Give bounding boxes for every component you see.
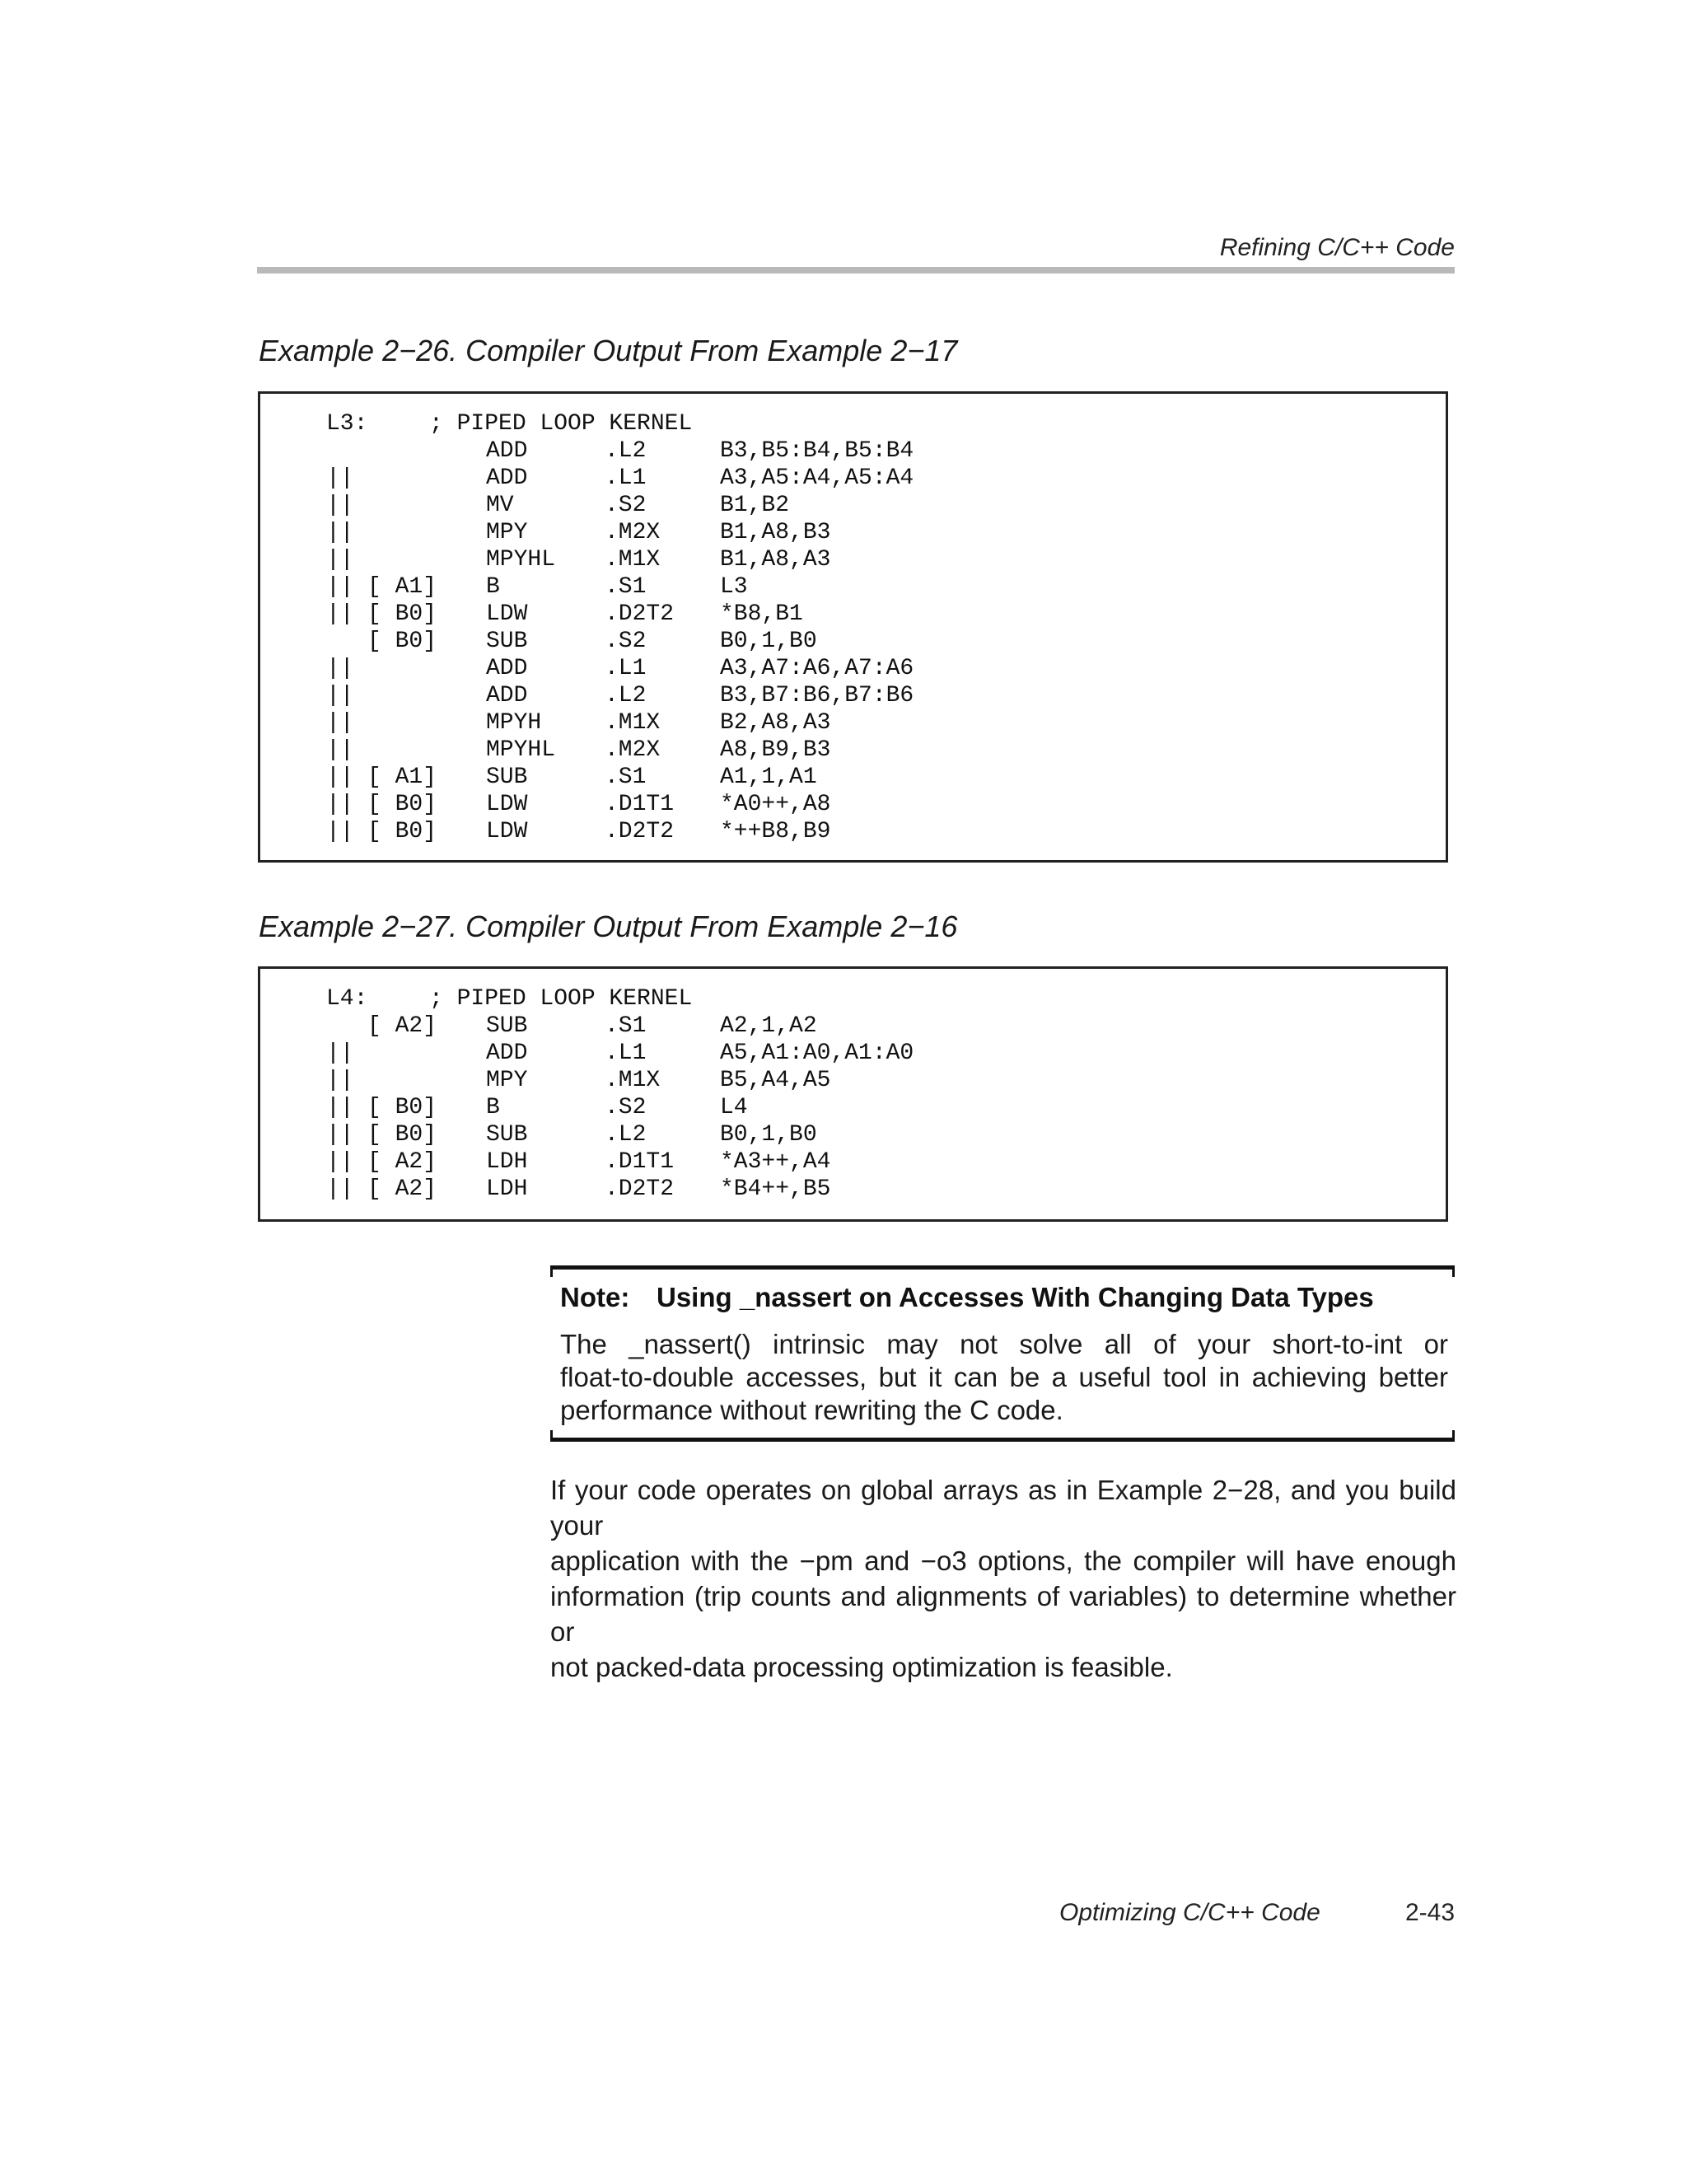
code-line (260, 546, 1414, 573)
functional-unit: .S2 (605, 629, 647, 654)
operands: A5,A1:A0,A1:A0 (720, 1041, 914, 1066)
functional-unit: .D2T2 (605, 819, 675, 844)
note-title (560, 1282, 1374, 1313)
code-line (260, 437, 1414, 465)
operands: A8,B9,B3 (720, 737, 831, 763)
code-line (260, 601, 1414, 628)
note-label: Note: (560, 1282, 630, 1312)
paragraph-line: If your code operates on global arrays as in Example 2−28, and you build your (550, 1475, 1456, 1541)
parallel-bars: || (326, 710, 354, 736)
functional-unit: .D2T2 (605, 601, 675, 627)
code-lines (260, 985, 1414, 1203)
note-corner (550, 1430, 553, 1442)
paragraph-line: application with the −pm and −o3 options, the compiler will have enough (550, 1546, 1456, 1576)
functional-unit: .D1T1 (605, 792, 675, 817)
opcode: ADD (486, 438, 528, 464)
operands: *A0++,A8 (720, 792, 831, 817)
opcode: MPY (486, 520, 528, 545)
running-header: Refining C/C++ Code (1219, 234, 1455, 261)
operands: *++B8,B9 (720, 819, 831, 844)
code-line (260, 1012, 1414, 1040)
opcode: MV (486, 493, 514, 518)
opcode: SUB (486, 765, 528, 790)
functional-unit: .L2 (605, 683, 647, 709)
footer-title: Optimizing C/C++ Code (1059, 1899, 1320, 1926)
operands: *A3++,A4 (720, 1149, 831, 1175)
parallel-bars: || (326, 737, 354, 763)
operands: B3,B5:B4,B5:B4 (720, 438, 914, 464)
opcode: MPYHL (486, 547, 556, 573)
predicate: [ B0] (367, 819, 437, 844)
parallel-bars: || (326, 574, 354, 600)
operands: B1,A8,A3 (720, 547, 831, 573)
operands: B2,A8,A3 (720, 710, 831, 736)
functional-unit: .S1 (605, 574, 647, 600)
operands: *B4++,B5 (720, 1176, 831, 1202)
code-label: L4: (326, 986, 368, 1012)
operands: A2,1,A2 (720, 1013, 817, 1039)
functional-unit: .L1 (605, 1041, 647, 1066)
parallel-bars: || (326, 601, 354, 627)
note-line: The _nassert() intrinsic may not solve all of your short-to-int or (560, 1329, 1448, 1359)
operands: L3 (720, 574, 748, 600)
predicate: [ B0] (367, 1122, 437, 1148)
parallel-bars: || (326, 765, 354, 790)
opcode: MPY (486, 1068, 528, 1093)
functional-unit: .S2 (605, 493, 647, 518)
note-corner (1452, 1430, 1455, 1442)
parallel-bars: || (326, 1176, 354, 1202)
opcode: MPYH (486, 710, 542, 736)
parallel-bars: || (326, 1095, 354, 1120)
predicate: [ A2] (367, 1149, 437, 1175)
code-line (260, 682, 1414, 709)
code-line (260, 985, 1414, 1012)
example-caption: Example 2−27. Compiler Output From Example 2−16 (259, 910, 958, 943)
functional-unit: .L2 (605, 438, 647, 464)
predicate: [ A1] (367, 574, 437, 600)
predicate: [ B0] (367, 792, 437, 817)
parallel-bars: || (326, 520, 354, 545)
code-line (260, 737, 1414, 764)
operands: A3,A7:A6,A7:A6 (720, 656, 914, 681)
functional-unit: .D2T2 (605, 1176, 675, 1202)
predicate: [ B0] (367, 1095, 437, 1120)
code-line (260, 410, 1414, 437)
code-line (260, 655, 1414, 682)
code-label: L3: (326, 411, 368, 437)
opcode: ADD (486, 1041, 528, 1066)
parallel-bars: || (326, 465, 354, 491)
functional-unit: .M1X (605, 1068, 661, 1093)
note-body (560, 1328, 1448, 1427)
parallel-bars: || (326, 683, 354, 709)
note-corner (550, 1265, 553, 1277)
note-bottom-rule (550, 1438, 1455, 1442)
opcode: ADD (486, 683, 528, 709)
opcode: B (486, 574, 500, 600)
code-line (260, 1148, 1414, 1176)
code-line (260, 1121, 1414, 1148)
example-caption: Example 2−26. Compiler Output From Example 2−17 (259, 334, 958, 367)
opcode: SUB (486, 629, 528, 654)
operands: B3,B7:B6,B7:B6 (720, 683, 914, 709)
functional-unit: .L2 (605, 1122, 647, 1148)
parallel-bars: || (326, 1122, 354, 1148)
opcode: MPYHL (486, 737, 556, 763)
predicate: [ B0] (367, 629, 437, 654)
operands: *B8,B1 (720, 601, 803, 627)
parallel-bars: || (326, 792, 354, 817)
parallel-bars: || (326, 1068, 354, 1093)
predicate: [ B0] (367, 601, 437, 627)
paragraph-line: not packed-data processing optimization is feasible. (550, 1652, 1173, 1682)
parallel-bars: || (326, 493, 354, 518)
operands: B0,1,B0 (720, 629, 817, 654)
operands: L4 (720, 1095, 748, 1120)
code-listing (258, 966, 1448, 1222)
opcode: LDW (486, 601, 528, 627)
functional-unit: .M1X (605, 710, 661, 736)
functional-unit: .M2X (605, 520, 661, 545)
note-box (550, 1265, 1455, 1442)
code-line (260, 628, 1414, 655)
opcode: ADD (486, 656, 528, 681)
code-line (260, 519, 1414, 546)
body-paragraph (550, 1472, 1456, 1685)
code-line (260, 573, 1414, 601)
parallel-bars: || (326, 656, 354, 681)
code-lines (260, 410, 1414, 845)
opcode: SUB (486, 1013, 528, 1039)
operands: A3,A5:A4,A5:A4 (720, 465, 914, 491)
code-line (260, 764, 1414, 791)
predicate: [ A2] (367, 1013, 437, 1039)
predicate: [ A2] (367, 1176, 437, 1202)
opcode: LDW (486, 819, 528, 844)
functional-unit: .M1X (605, 547, 661, 573)
code-line (260, 465, 1414, 492)
opcode: SUB (486, 1122, 528, 1148)
code-line (260, 791, 1414, 818)
functional-unit: .D1T1 (605, 1149, 675, 1175)
header-rule (257, 267, 1455, 274)
opcode: LDW (486, 792, 528, 817)
code-comment: ; PIPED LOOP KERNEL (429, 411, 693, 437)
code-line (260, 1176, 1414, 1203)
paragraph-line: information (trip counts and alignments of variables) to determine whether or (550, 1581, 1456, 1647)
code-line (260, 818, 1414, 845)
note-line: performance without rewriting the C code. (560, 1395, 1063, 1425)
functional-unit: .S2 (605, 1095, 647, 1120)
code-comment: ; PIPED LOOP KERNEL (429, 986, 693, 1012)
code-line (260, 1040, 1414, 1067)
note-line: float-to-double accesses, but it can be a useful tool in achieving better (560, 1362, 1448, 1392)
note-corner (1452, 1265, 1455, 1277)
opcode: B (486, 1095, 500, 1120)
code-line (260, 709, 1414, 737)
code-line (260, 492, 1414, 519)
parallel-bars: || (326, 819, 354, 844)
code-line (260, 1067, 1414, 1094)
opcode: ADD (486, 465, 528, 491)
operands: B5,A4,A5 (720, 1068, 831, 1093)
page-number: 2-43 (1404, 1899, 1455, 1926)
functional-unit: .S1 (605, 765, 647, 790)
operands: B0,1,B0 (720, 1122, 817, 1148)
opcode: LDH (486, 1149, 528, 1175)
operands: B1,B2 (720, 493, 790, 518)
predicate: [ A1] (367, 765, 437, 790)
parallel-bars: || (326, 1149, 354, 1175)
note-heading: Using _nassert on Accesses With Changing Data Types (657, 1282, 1374, 1312)
functional-unit: .S1 (605, 1013, 647, 1039)
functional-unit: .L1 (605, 656, 647, 681)
functional-unit: .L1 (605, 465, 647, 491)
code-line (260, 1094, 1414, 1121)
operands: A1,1,A1 (720, 765, 817, 790)
parallel-bars: || (326, 547, 354, 573)
functional-unit: .M2X (605, 737, 661, 763)
code-listing (258, 391, 1448, 863)
note-top-rule (550, 1265, 1455, 1270)
operands: B1,A8,B3 (720, 520, 831, 545)
parallel-bars: || (326, 1041, 354, 1066)
opcode: LDH (486, 1176, 528, 1202)
